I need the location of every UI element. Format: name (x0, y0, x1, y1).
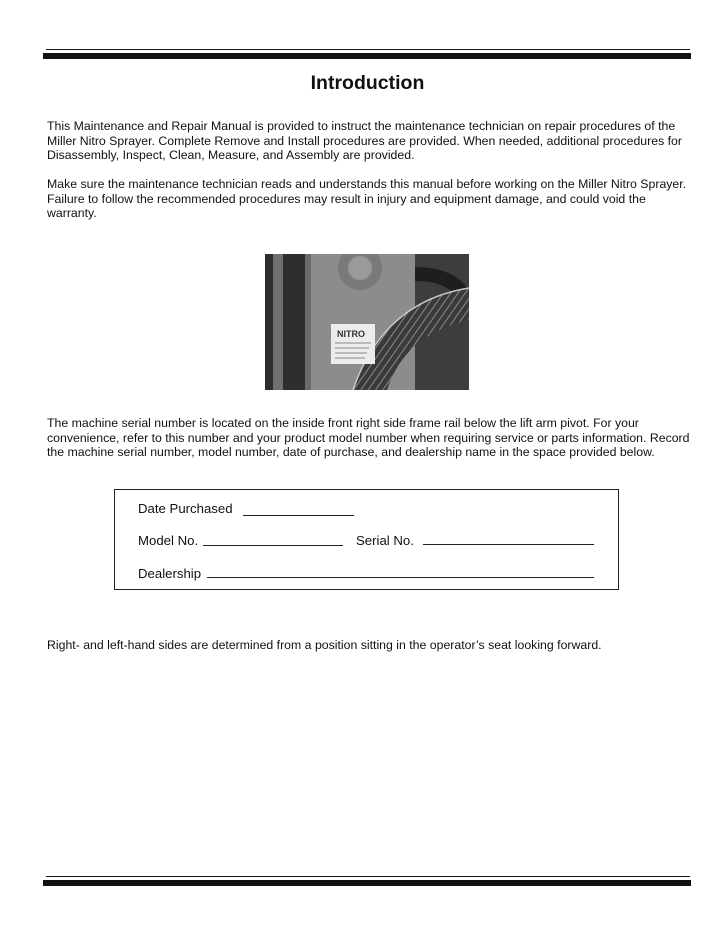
date-purchased-label: Date Purchased (138, 501, 233, 516)
warning-paragraph: Make sure the maintenance technician reads and understands this manual before working on the Miller Nitro Sprayer. Failure to follow the recommended procedures may result in injury and equipment damage, and could void the warranty. (47, 177, 687, 221)
serial-no-label: Serial No. (356, 533, 414, 548)
serial-no-field[interactable] (423, 544, 594, 545)
photo-illustration (265, 254, 469, 390)
dealership-label: Dealership (138, 566, 202, 581)
owner-record-form (114, 489, 619, 590)
bottom-rule-thin (46, 876, 690, 877)
dealership-field[interactable] (207, 577, 594, 578)
serial-plate-photo (265, 254, 469, 390)
decal-brand-text: NITRO (337, 329, 365, 339)
page-title: Introduction (310, 72, 425, 94)
model-no-field[interactable] (203, 545, 343, 546)
intro-paragraph: This Maintenance and Repair Manual is provided to instruct the maintenance technician on repair procedures of the Miller Nitro Sprayer. Complete Remove and Install procedures are provided. When needed, additional procedures for Disassembly, Inspect, Clean, Measure, and Assembly are provided. (47, 119, 682, 163)
handedness-paragraph: Right- and left-hand sides are determined from a position sitting in the operator’s seat looking forward. (47, 638, 602, 652)
serial-location-paragraph: The machine serial number is located on the inside front right side frame rail below the lift arm pivot. For your convenience, refer to this number and your product model number when requiring service or parts information. Record the machine serial number, model number, date of purchase, and dealership name in the space provided below. (47, 416, 690, 460)
top-rule-thin (46, 49, 690, 50)
date-purchased-field[interactable] (243, 515, 354, 516)
model-no-label: Model No. (138, 533, 199, 548)
top-rule-thick (43, 53, 691, 59)
bottom-rule-thick (43, 880, 691, 886)
